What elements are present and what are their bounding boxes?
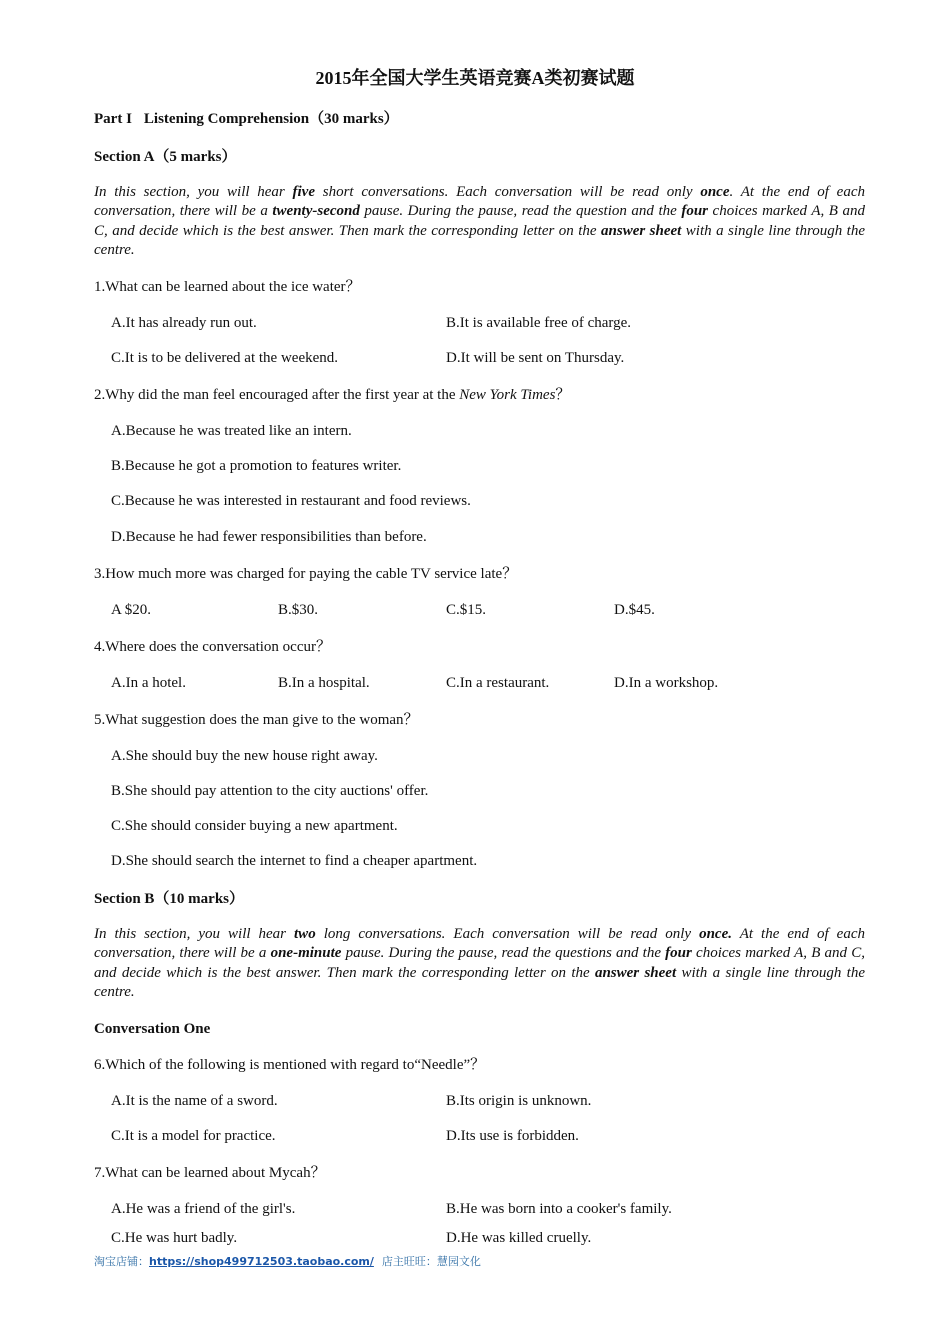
question-6-option-a: A.It is the name of a sword. [111,1093,278,1109]
question-5-option-d: D.She should search the internet to find a cheaper apartment. [111,853,478,869]
footer-owner-label: 店主旺旺： [381,1255,437,1268]
question-1-option-d: D.It will be sent on Thursday. [446,350,625,366]
instruction-emphasis: one-minute [270,945,342,962]
question-1-option-a: A.It has already run out. [111,315,257,331]
footer-owner: 慧园文化 [436,1255,481,1268]
question-6-option-b: B.Its origin is unknown. [446,1093,592,1109]
instruction-text: with a single line through the centre. [94,964,866,1001]
section-a-instruction [94,183,865,261]
page-title: 2015年全国大学生英语竞赛A类初赛试题 [315,68,635,88]
question-6-stem: 6.Which of the following is mentioned with regard to“Needle”？ [94,1057,486,1073]
question-3-option-b: B.$30. [278,602,319,618]
section-b-heading: Section B（10 marks） [94,891,245,907]
instruction-emphasis: answer sheet [594,964,677,981]
part-heading [94,110,399,129]
question-3-option-c: C.$15. [446,602,487,618]
instruction-emphasis: once [700,184,730,200]
question-2-option-d: D.Because he had fewer responsibilities than before. [111,529,427,545]
instruction-text: pause. During the pause, read the question and the [359,203,682,220]
question-3-stem: 3.How much more was charged for paying the cable TV service late？ [94,566,518,582]
instruction-emphasis: two [294,926,316,942]
conversation-one-heading: Conversation One [94,1021,211,1037]
question-6-option-c: C.It is a model for practice. [111,1128,276,1144]
question-5-option-c: C.She should consider buying a new apartment. [111,818,398,834]
question-2-stem-text: 2.Why did the man feel encouraged after the first year at the [94,387,460,403]
instruction-emphasis: twenty-second [272,203,360,220]
instruction-text: long conversations. Each conversation will be read only [315,926,700,942]
question-7-option-c: C.He was hurt badly. [111,1230,238,1246]
instruction-emphasis: once. [699,926,733,942]
section-a-heading: Section A（5 marks） [94,149,237,165]
instruction-text: At the end of each conversation, there will be a [94,926,865,962]
question-7-option-d: D.He was killed cruelly. [446,1230,592,1246]
instruction-text: . At the end of each conversation, there will be a [94,184,865,220]
part-label: Part I [94,111,132,127]
question-4-option-c: C.In a restaurant. [446,675,550,691]
question-4-option-d: D.In a workshop. [614,675,719,691]
footer-shop-link[interactable]: https://shop499712503.taobao.com/ [149,1255,374,1268]
part-name: Listening Comprehension（30 marks） [143,111,399,127]
question-2-option-b: B.Because he got a promotion to features writer. [111,458,402,474]
question-1-option-b: B.It is available free of charge. [446,315,632,331]
instruction-emphasis: answer sheet [601,222,682,239]
instruction-text: with a single line through the centre. [94,222,866,259]
question-7-option-b: B.He was born into a cooker's family. [446,1201,672,1217]
question-3-option-d: D.$45. [614,602,655,618]
instruction-text: In this section, you will hear [94,926,295,942]
question-1-stem: 1.What can be learned about the ice water？ [94,279,361,295]
instruction-emphasis: four [681,203,709,220]
question-2-stem-italic: New York Times [459,387,556,403]
footer-shop-label: 淘宝店铺： [94,1255,149,1268]
question-6-option-d: D.Its use is forbidden. [446,1128,579,1144]
question-4-option-b: B.In a hospital. [278,675,370,691]
instruction-emphasis: five [292,184,315,200]
section-b-instruction [94,925,865,1003]
question-2-option-c: C.Because he was interested in restaurant and food reviews. [111,493,471,509]
question-4-option-a: A.In a hotel. [111,675,186,691]
instruction-emphasis: four [665,945,692,962]
footer [94,1253,481,1269]
instruction-text: choices marked A, B and C, and decide which is the best answer. Then mark the corresponding letter on the [94,945,865,981]
question-2-stem-end: ？ [555,387,571,403]
question-5-option-b: B.She should pay attention to the city auctions' offer. [111,783,429,799]
question-5-option-a: A.She should buy the new house right away. [111,748,378,764]
instruction-text: In this section, you will hear [94,184,293,200]
instruction-text: short conversations. Each conversation will be read only [315,184,701,200]
question-3-option-a: A $20. [111,602,152,618]
question-7-option-a: A.He was a friend of the girl's. [111,1201,296,1217]
instruction-text: choices marked A, B and C, and decide which is the best answer. Then mark the corresponding letter on the [94,203,865,239]
question-7-stem: 7.What can be learned about Mycah？ [94,1165,326,1181]
question-5-stem: 5.What suggestion does the man give to the woman？ [94,712,419,728]
question-1-option-c: C.It is to be delivered at the weekend. [111,350,339,366]
instruction-text: pause. During the pause, read the questions and the [341,945,666,962]
question-2-stem [94,386,570,405]
question-2-option-a: A.Because he was treated like an intern. [111,423,352,439]
question-4-stem: 4.Where does the conversation occur？ [94,639,331,655]
